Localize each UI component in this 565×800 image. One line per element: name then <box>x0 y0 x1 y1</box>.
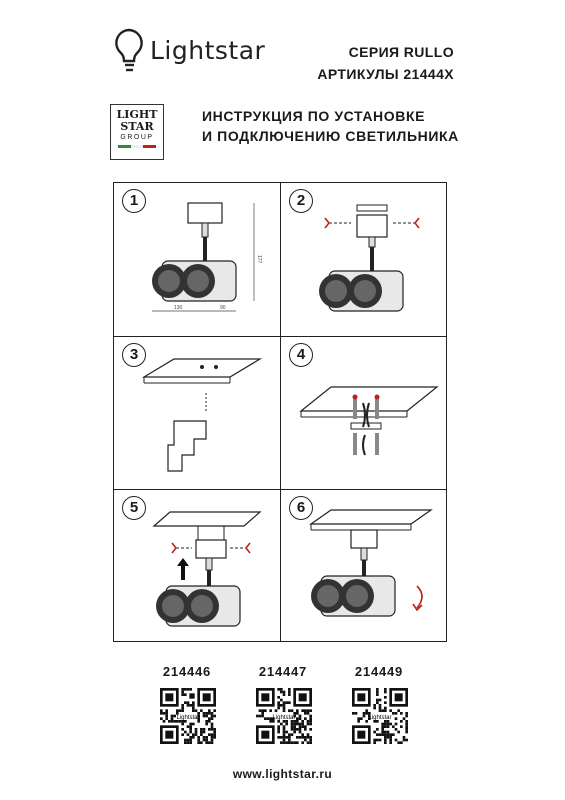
qr-code-214446[interactable] <box>160 688 216 744</box>
step-6 <box>281 490 447 643</box>
dim-width-right: 90 <box>220 305 226 311</box>
dim-width-left: 130 <box>174 305 183 311</box>
qr-pattern <box>256 688 312 744</box>
step-number: 5 <box>122 496 146 520</box>
screw-left-icon <box>172 543 176 553</box>
qr-brand-label: Lightstar <box>368 715 392 721</box>
arrow-up-icon <box>177 558 189 580</box>
dowel-insert-drawing <box>281 337 447 490</box>
dim-height: 177 <box>256 255 262 264</box>
instruction-title <box>202 106 462 146</box>
lamp-dimensions-drawing <box>114 183 280 336</box>
italy-flag-icon <box>118 145 156 148</box>
qr-brand-label: Lightstar <box>176 715 200 721</box>
screw-left-icon <box>325 218 329 228</box>
product-code-2: 214447 <box>258 664 308 679</box>
product-code-1: 214446 <box>162 664 212 679</box>
drill-icon <box>168 421 206 471</box>
instruction-line-2: И ПОДКЛЮЧЕНИЮ СВЕТИЛЬНИКА <box>202 128 459 144</box>
step-number: 2 <box>289 189 313 213</box>
product-code-3: 214449 <box>354 664 404 679</box>
step-number: 4 <box>289 343 313 367</box>
step-5 <box>114 490 280 643</box>
brand-name: Lightstar <box>150 36 266 65</box>
step-1 <box>114 183 280 336</box>
step-number: 1 <box>122 189 146 213</box>
product-codes <box>0 664 565 764</box>
badge-line-2: STAR <box>120 120 154 133</box>
articles-title: АРТИКУЛЫ 21444X <box>317 66 454 82</box>
qr-code-214447[interactable] <box>256 688 312 744</box>
mount-lamp-drawing <box>114 490 280 643</box>
qr-pattern <box>352 688 408 744</box>
steps-grid <box>113 182 447 642</box>
qr-code-214449[interactable] <box>352 688 408 744</box>
badge-line-3: GROUP <box>120 134 154 141</box>
qr-brand-label: Lightstar <box>272 715 296 721</box>
badge-line-1: LIGHT <box>116 108 158 121</box>
screw-right-icon <box>415 218 419 228</box>
step-4 <box>281 337 447 490</box>
step-2 <box>281 183 447 336</box>
brand-logo <box>112 26 292 78</box>
lightbulb-icon <box>112 26 146 78</box>
bracket-detach-drawing <box>281 183 447 336</box>
step-3 <box>114 337 280 490</box>
ceiling-mark-drawing <box>114 337 280 490</box>
group-badge <box>110 104 164 160</box>
step-number: 6 <box>289 496 313 520</box>
series-title: СЕРИЯ RULLO <box>348 44 454 60</box>
qr-pattern <box>160 688 216 744</box>
screw-right-icon <box>246 543 250 553</box>
website-link[interactable]: www.lightstar.ru <box>232 767 333 781</box>
instruction-line-1: ИНСТРУКЦИЯ ПО УСТАНОВКЕ <box>202 108 426 124</box>
step-number: 3 <box>122 343 146 367</box>
rotate-lamp-drawing <box>281 490 447 643</box>
